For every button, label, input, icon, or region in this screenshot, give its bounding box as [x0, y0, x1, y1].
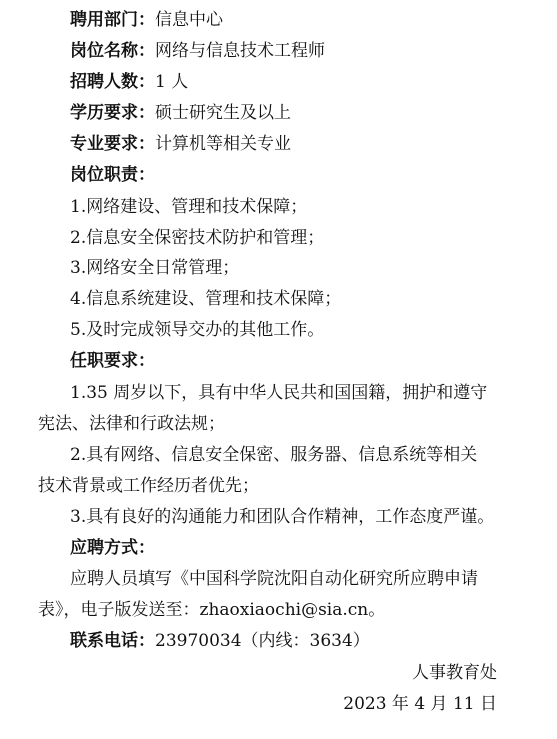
contact-phone	[70, 629, 370, 653]
field-label: 岗位名称：	[70, 41, 155, 61]
field-label: 招聘人数：	[70, 72, 155, 92]
field-department	[70, 8, 223, 32]
contact-label: 联系电话：	[70, 631, 155, 651]
field-value: 计算机等相关专业	[155, 134, 291, 154]
field-education	[70, 101, 291, 125]
field-major	[70, 132, 291, 156]
contact-value: 23970034（内线：3634）	[155, 631, 370, 651]
field-label: 学历要求：	[70, 103, 155, 123]
duties-heading: 岗位职责：	[70, 165, 155, 185]
field-position	[70, 39, 325, 63]
duty-item: 3.网络安全日常管理；	[70, 258, 240, 278]
signature-date: 2023 年 4 月 11 日	[343, 694, 497, 714]
field-value: 信息中心	[155, 10, 223, 30]
field-value: 网络与信息技术工程师	[155, 41, 325, 61]
field-label: 聘用部门：	[70, 10, 155, 30]
field-label: 专业要求：	[70, 134, 155, 154]
duty-item: 4.信息系统建设、管理和技术保障；	[70, 289, 342, 309]
requirements-heading: 任职要求：	[70, 351, 155, 371]
duty-item: 5.及时完成领导交办的其他工作。	[70, 320, 325, 340]
signature-office: 人事教育处	[412, 663, 497, 683]
requirement-line: 技术背景或工作经历者优先；	[38, 476, 259, 496]
requirement-line: 1.35 周岁以下，具有中华人民共和国国籍，拥护和遵守	[70, 383, 488, 403]
duty-item: 1.网络建设、管理和技术保障；	[70, 197, 308, 217]
field-headcount	[70, 70, 188, 94]
requirement-line: 宪法、法律和行政法规；	[38, 414, 225, 434]
apply-line: 应聘人员填写《中国科学院沈阳自动化研究所应聘申请	[70, 569, 478, 589]
field-value: 1 人	[155, 72, 189, 92]
apply-heading: 应聘方式：	[70, 538, 155, 558]
requirement-line: 2.具有网络、信息安全保密、服务器、信息系统等相关	[70, 445, 478, 465]
requirement-line: 3.具有良好的沟通能力和团队合作精神，工作态度严谨。	[70, 507, 495, 527]
field-value: 硕士研究生及以上	[155, 103, 291, 123]
duty-item: 2.信息安全保密技术防护和管理；	[70, 228, 325, 248]
apply-line: 表》，电子版发送至：zhaoxiaochi@sia.cn。	[38, 600, 386, 620]
